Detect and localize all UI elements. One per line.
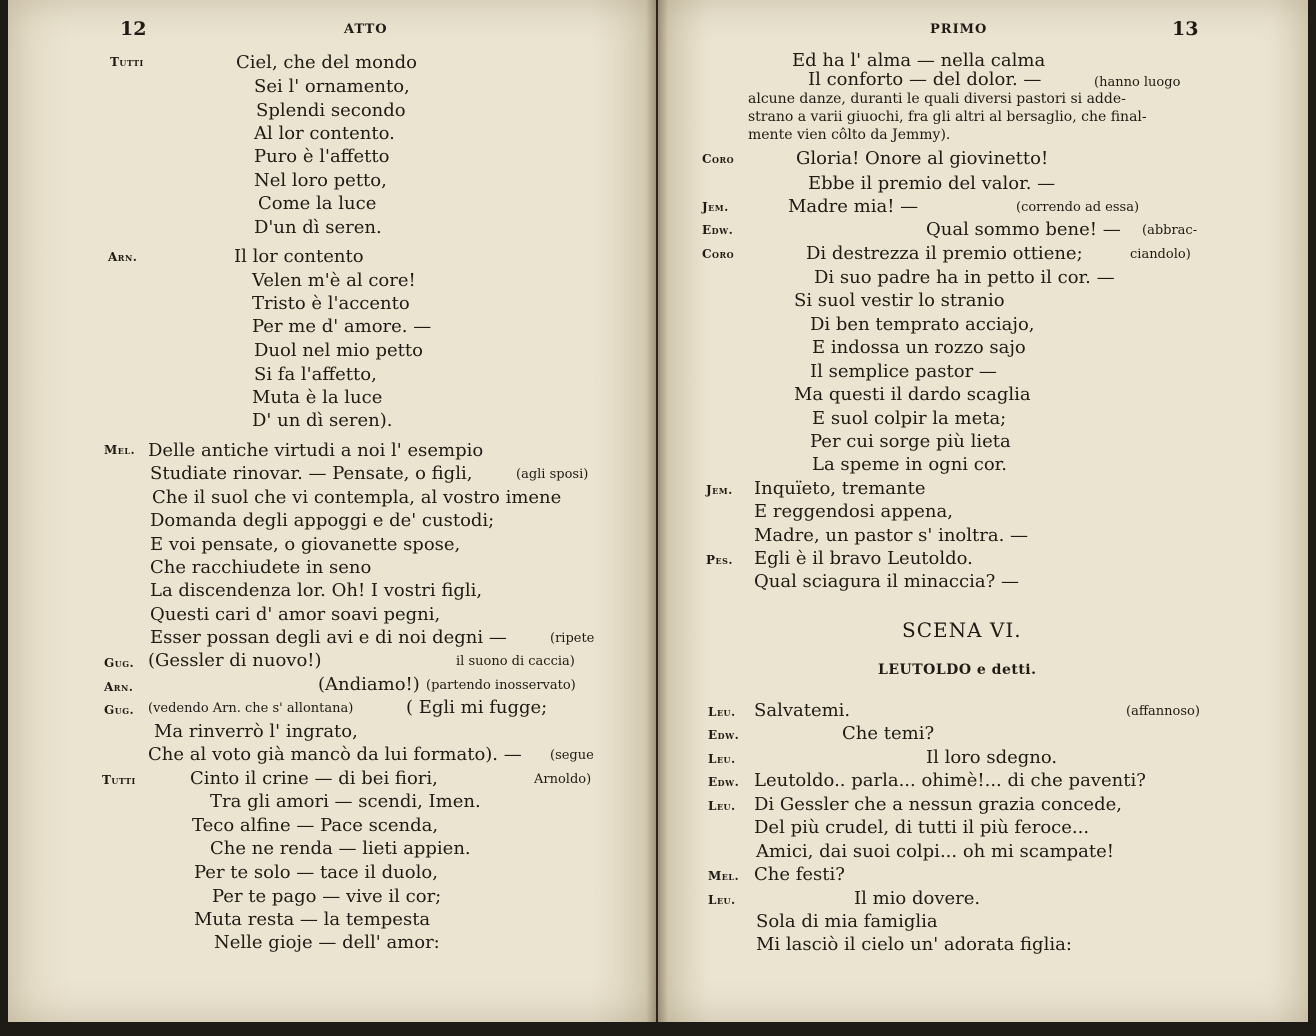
verse-line: Mi lasciò il cielo un' adorata figlia: [756, 934, 1072, 955]
verse-line: La speme in ogni cor. [812, 454, 1008, 475]
verse-line: Ma questi il dardo scaglia [794, 384, 1031, 405]
verse-line: Che festi? [754, 864, 845, 885]
speaker-label: Edw. [708, 775, 740, 789]
verse-line: Sola di mia famiglia [756, 911, 938, 932]
verse-line: Il semplice pastor — [810, 361, 997, 382]
verse-line: Cinto il crine — di bei fiori, [190, 768, 438, 789]
stage-direction: mente vien côlto da Jemmy). [748, 127, 951, 143]
verse-line: Che ne renda — lieti appien. [210, 838, 471, 859]
verse-line: Qual sommo bene! — [926, 219, 1121, 240]
stage-note: Arnoldo) [534, 772, 592, 787]
verse-line: E voi pensate, o giovanette spose, [150, 534, 461, 555]
verse-line: Esser possan degli avi e di noi degni — [150, 627, 507, 648]
stage-note: (ripete [550, 631, 595, 646]
verse-line: Di ben temprato acciajo, [810, 314, 1035, 335]
verse-line: Muta è la luce [252, 387, 383, 408]
speaker-label: Leu. [708, 705, 736, 719]
running-head: ATTO [344, 22, 388, 37]
verse-line: Si fa l'affetto, [254, 364, 377, 385]
verse-line: Inquïeto, tremante [754, 478, 926, 499]
verse-line: Domanda degli appoggi e de' custodi; [150, 510, 495, 531]
running-head: PRIMO [930, 22, 988, 37]
speaker-label: Leu. [708, 799, 736, 813]
page-number: 12 [120, 18, 147, 40]
verse-line: D' un dì seren). [252, 410, 393, 431]
verse-line: Nelle gioje — dell' amor: [214, 932, 440, 953]
verse-line: Questi cari d' amor soavi pegni, [150, 604, 441, 625]
verse-line: Teco alfine — Pace scenda, [192, 815, 439, 836]
speaker-label: Gug. [104, 703, 135, 717]
verse-line: Splendi secondo [256, 100, 406, 121]
verse-line: E indossa un rozzo sajo [812, 337, 1026, 358]
verse-line: Studiate rinovar. — Pensate, o figli, [150, 463, 473, 484]
verse-line: Del più crudel, di tutti il più feroce... [754, 817, 1090, 838]
verse-line: Ed ha l' alma — nella calma [792, 50, 1046, 71]
verse-line: D'un dì seren. [254, 217, 382, 238]
speaker-label: Jem. [702, 200, 729, 214]
verse-line: Egli è il bravo Leutoldo. [754, 548, 973, 569]
stage-direction: (hanno luogo [1094, 75, 1181, 90]
verse-line: Gloria! Onore al giovinetto! [796, 148, 1049, 169]
verse-line: Madre mia! — [788, 196, 919, 217]
verse-line: Il lor contento [234, 246, 364, 267]
verse-line: (Gessler di nuovo!) [148, 650, 322, 671]
verse-line: Per te pago — vive il cor; [212, 886, 442, 907]
stage-note: (segue [550, 748, 594, 763]
speaker-label: Leu. [708, 752, 736, 766]
speaker-label: Arn. [108, 250, 138, 264]
verse-line: E reggendosi appena, [754, 501, 953, 522]
speaker-label: Tutti [102, 773, 136, 787]
stage-direction: alcune danze, duranti le quali diversi pastori si adde- [748, 91, 1126, 107]
verse-line: Che al voto già mancò da lui formato). — [148, 744, 522, 765]
verse-line: Ciel, che del mondo [236, 52, 417, 73]
verse-line: Ebbe il premio del valor. — [808, 173, 1056, 194]
verse-line: Come la luce [258, 193, 377, 214]
speaker-label: Arn. [104, 680, 134, 694]
verse-line: Di destrezza il premio ottiene; [806, 243, 1083, 264]
verse-line: Che racchiudete in seno [150, 557, 372, 578]
verse-line: Nel loro petto, [254, 170, 387, 191]
verse-line: Qual sciagura il minaccia? — [754, 571, 1019, 592]
speaker-label: Gug. [104, 656, 135, 670]
verse-line: Tra gli amori — scendi, Imen. [210, 791, 481, 812]
verse-line: Salvatemi. [754, 700, 851, 721]
verse-line: Duol nel mio petto [254, 340, 423, 361]
left-page [8, 0, 656, 1022]
stage-note: ciandolo) [1130, 247, 1191, 262]
verse-line: E suol colpir la meta; [812, 408, 1007, 429]
speaker-label: Coro [702, 247, 735, 261]
speaker-label: Coro [702, 152, 735, 166]
verse-line: Di Gessler che a nessun grazia concede, [754, 794, 1122, 815]
speaker-label: Jem. [706, 483, 733, 497]
verse-line: Che il suol che vi contempla, al vostro imene [152, 487, 562, 508]
verse-line: Che temi? [842, 723, 935, 744]
verse-line: ( Egli mi fugge; [406, 697, 548, 718]
book-gutter [646, 0, 668, 1022]
verse-line: Per cui sorge più lieta [810, 431, 1011, 452]
speaker-label: Edw. [702, 223, 734, 237]
verse-line: Il loro sdegno. [926, 747, 1058, 768]
verse-line: Ma rinverrò l' ingrato, [154, 721, 358, 742]
stage-note: (correndo ad essa) [1016, 200, 1140, 215]
speaker-label: Tutti [110, 55, 144, 69]
verse-line: Puro è l'affetto [254, 146, 390, 167]
stage-note: (vedendo Arn. che s' allontana) [148, 701, 354, 716]
verse-line: Delle antiche virtudi a noi l' esempio [148, 440, 484, 461]
verse-line: Tristo è l'accento [252, 293, 410, 314]
speaker-label: Mel. [104, 443, 136, 457]
page-number: 13 [1172, 18, 1199, 40]
speaker-label: Leu. [708, 893, 736, 907]
verse-line: Muta resta — la tempesta [194, 909, 431, 930]
speaker-label: Pes. [706, 553, 734, 567]
verse-line: Leutoldo.. parla... ohimè!... di che paventi? [754, 770, 1146, 791]
stage-direction: strano a varii giuochi, fra gli altri al bersaglio, che final- [748, 109, 1147, 125]
speaker-label: Mel. [708, 869, 740, 883]
verse-line: Il mio dovere. [854, 888, 981, 909]
stage-note: il suono di caccia) [456, 654, 575, 669]
stage-note: (agli sposi) [516, 467, 589, 482]
verse-line: Di suo padre ha in petto il cor. — [814, 267, 1115, 288]
verse-line: Si suol vestir lo stranio [794, 290, 1005, 311]
verse-line: Per me d' amore. — [252, 316, 432, 337]
verse-line: (Andiamo!) [318, 674, 420, 695]
right-page [658, 0, 1308, 1022]
verse-line: Al lor contento. [254, 123, 395, 144]
scene-title: SCENA VI. [902, 618, 1022, 642]
verse-line: Madre, un pastor s' inoltra. — [754, 525, 1029, 546]
verse-line: Amici, dai suoi colpi... oh mi scampate! [756, 841, 1115, 862]
verse-line: Sei l' ornamento, [254, 76, 410, 97]
verse-line: Per te solo — tace il duolo, [194, 862, 438, 883]
verse-line: La discendenza lor. Oh! I vostri figli, [150, 580, 483, 601]
stage-note: (affannoso) [1126, 704, 1200, 719]
scene-persons: LEUTOLDO e detti. [878, 662, 1037, 678]
verse-line: Velen m'è al core! [252, 270, 416, 291]
speaker-label: Edw. [708, 728, 740, 742]
verse-line: Il conforto — del dolor. — [808, 69, 1042, 90]
stage-note: (abbrac- [1142, 223, 1198, 238]
stage-note: (partendo inosservato) [426, 678, 576, 693]
